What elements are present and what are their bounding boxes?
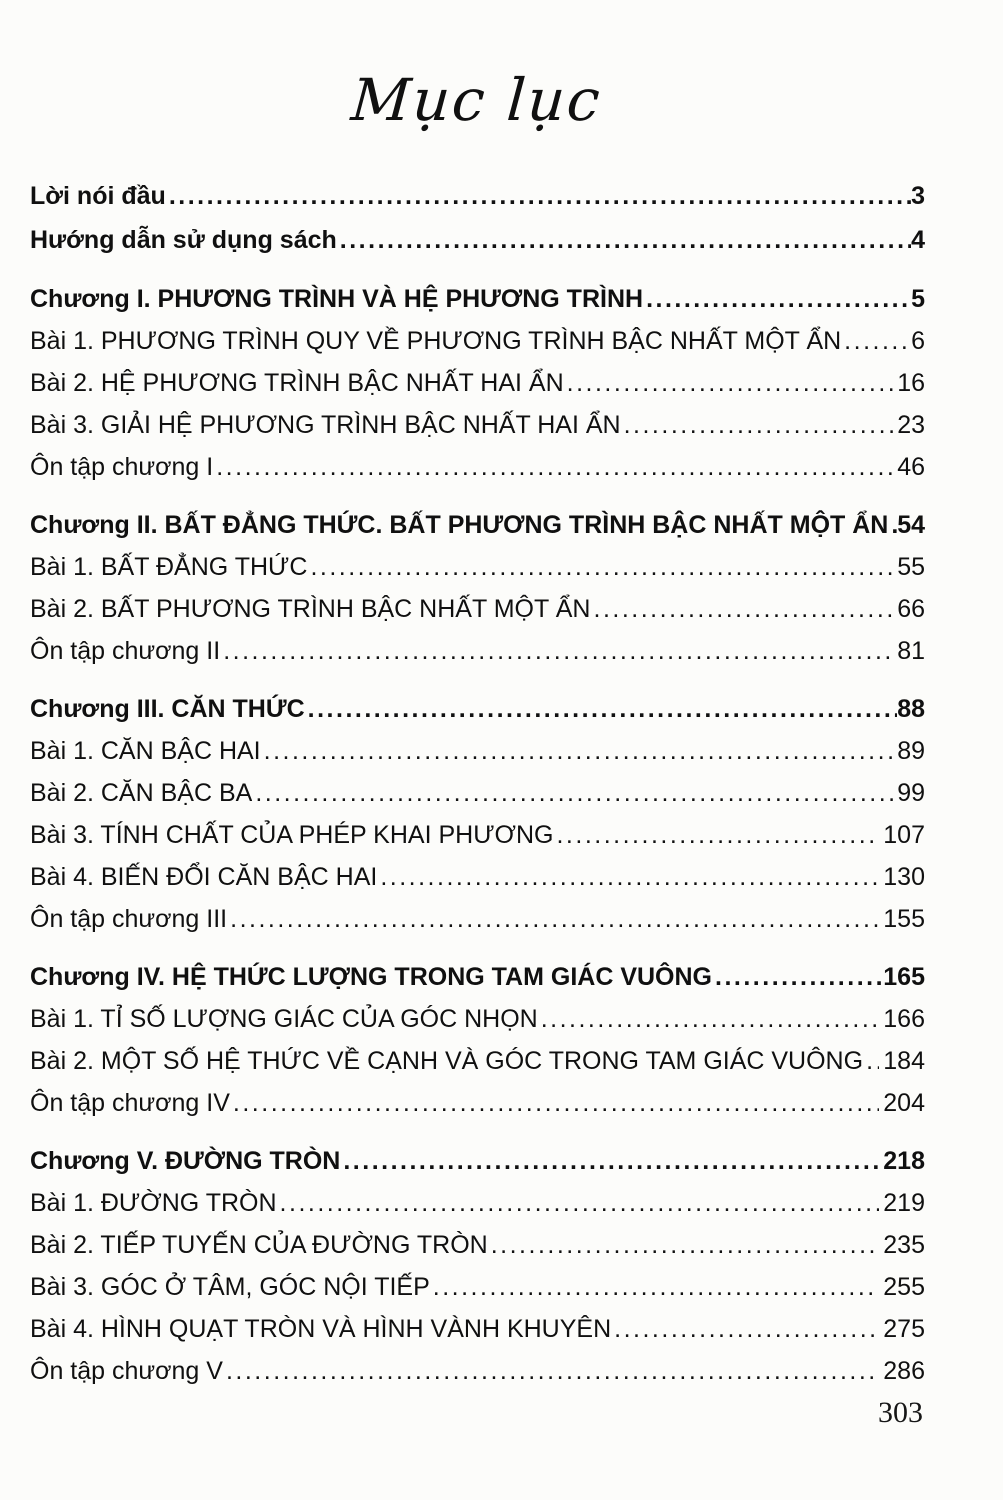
dot-leader bbox=[624, 404, 894, 446]
toc-entry-label: Bài 2. HỆ PHƯƠNG TRÌNH BẬC NHẤT HAI ẨN bbox=[30, 369, 564, 397]
toc-entry-page: 66 bbox=[897, 595, 925, 623]
toc-entry-label: Bài 1. ĐƯỜNG TRÒN bbox=[30, 1189, 277, 1217]
dot-leader bbox=[226, 1350, 879, 1392]
dot-leader bbox=[308, 688, 898, 730]
dot-leader bbox=[646, 278, 911, 320]
toc-entry-page: 184 bbox=[883, 1047, 925, 1075]
toc-entry-page: 88 bbox=[897, 695, 925, 723]
toc-entry-label: Ôn tập chương V bbox=[30, 1357, 223, 1385]
toc-entry-page: 5 bbox=[911, 285, 925, 313]
dot-leader bbox=[614, 1308, 879, 1350]
dot-leader bbox=[230, 898, 879, 940]
toc-entry-label: Bài 4. BIẾN ĐỔI CĂN BẬC HAI bbox=[30, 863, 378, 891]
toc-entry-label: Chương IV. HỆ THỨC LƯỢNG TRONG TAM GIÁC VUÔNG bbox=[30, 963, 713, 991]
toc-entry-page: 55 bbox=[897, 553, 925, 581]
toc-entry-page: 23 bbox=[897, 411, 925, 439]
toc-entry-label: Bài 3. GÓC Ở TÂM, GÓC NỘI TIẾP bbox=[30, 1273, 430, 1301]
toc-entry-page: 107 bbox=[883, 821, 925, 849]
page-number-footer: 303 bbox=[878, 1396, 923, 1429]
dot-leader bbox=[491, 1224, 880, 1266]
toc-entry bbox=[30, 1182, 925, 1224]
toc-entry bbox=[30, 772, 925, 814]
dot-leader bbox=[233, 1082, 879, 1124]
toc-entry-page: 81 bbox=[897, 637, 925, 665]
toc-entry-page: 204 bbox=[883, 1089, 925, 1117]
toc-entry-label: Bài 3. GIẢI HỆ PHƯƠNG TRÌNH BẬC NHẤT HAI ẨN bbox=[30, 411, 621, 439]
toc-entry-label: Bài 2. BẤT PHƯƠNG TRÌNH BẬC NHẤT MỘT ẨN bbox=[30, 595, 591, 623]
toc-entry-label: Chương II. BẤT ĐẲNG THỨC. BẤT PHƯƠNG TRÌNH BẬC NHẤT MỘT ẨN bbox=[30, 511, 889, 539]
toc-entry bbox=[30, 814, 925, 856]
toc-entry-page: 130 bbox=[883, 863, 925, 891]
toc-entry-page: 218 bbox=[883, 1147, 925, 1175]
toc-entry-page: 165 bbox=[883, 963, 925, 991]
toc-entry bbox=[30, 446, 925, 488]
dot-leader bbox=[380, 856, 879, 898]
toc-entry-label: Hướng dẫn sử dụng sách bbox=[30, 226, 337, 254]
toc-entry-label: Bài 2. TIẾP TUYẾN CỦA ĐƯỜNG TRÒN bbox=[30, 1231, 488, 1259]
toc-entry-page: 286 bbox=[883, 1357, 925, 1385]
toc-entry-label: Ôn tập chương IV bbox=[30, 1089, 230, 1117]
toc-entry bbox=[30, 218, 925, 262]
toc-entry bbox=[30, 404, 925, 446]
dot-leader bbox=[310, 546, 893, 588]
toc-entry bbox=[30, 320, 925, 362]
toc-entry bbox=[30, 1040, 925, 1082]
toc-entry-page: 3 bbox=[911, 182, 925, 210]
toc-entry bbox=[30, 630, 925, 672]
dot-leader bbox=[594, 588, 894, 630]
toc-entry bbox=[30, 1082, 925, 1124]
page-title: Mục lục bbox=[349, 66, 604, 134]
toc-entry bbox=[30, 1140, 925, 1182]
toc-entry-label: Bài 2. CĂN BẬC BA bbox=[30, 779, 253, 807]
dot-leader bbox=[255, 772, 893, 814]
table-of-contents bbox=[30, 174, 925, 1392]
toc-entry bbox=[30, 362, 925, 404]
toc-entry-label: Chương III. CĂN THỨC bbox=[30, 695, 305, 723]
toc-entry bbox=[30, 1224, 925, 1266]
toc-entry bbox=[30, 504, 925, 546]
toc-entry bbox=[30, 278, 925, 320]
toc-entry-label: Bài 2. MỘT SỐ HỆ THỨC VỀ CẠNH VÀ GÓC TRONG TAM GIÁC VUÔNG bbox=[30, 1047, 864, 1075]
toc-entry-label: Chương I. PHƯƠNG TRÌNH VÀ HỆ PHƯƠNG TRÌNH bbox=[30, 285, 644, 313]
toc-entry-page: 4 bbox=[911, 226, 925, 254]
toc-entry-label: Bài 3. TÍNH CHẤT CỦA PHÉP KHAI PHƯƠNG bbox=[30, 821, 554, 849]
toc-entry-page: 155 bbox=[883, 905, 925, 933]
toc-entry-label: Chương V. ĐƯỜNG TRÒN bbox=[30, 1147, 341, 1175]
toc-entry bbox=[30, 1308, 925, 1350]
dot-leader bbox=[264, 730, 894, 772]
toc-entry-page: 54 bbox=[897, 511, 925, 539]
toc-entry-page: 89 bbox=[897, 737, 925, 765]
toc-entry bbox=[30, 730, 925, 772]
toc-entry-label: Bài 1. TỈ SỐ LƯỢNG GIÁC CỦA GÓC NHỌN bbox=[30, 1005, 538, 1033]
toc-entry-page: 6 bbox=[911, 327, 925, 355]
toc-entry-page: 255 bbox=[883, 1273, 925, 1301]
toc-entry-label: Lời nói đầu bbox=[30, 182, 166, 210]
dot-leader bbox=[556, 814, 879, 856]
dot-leader bbox=[541, 998, 880, 1040]
toc-entry bbox=[30, 956, 925, 998]
dot-leader bbox=[223, 630, 893, 672]
toc-entry-page: 275 bbox=[883, 1315, 925, 1343]
dot-leader bbox=[715, 956, 883, 998]
toc-entry-label: Ôn tập chương II bbox=[30, 637, 221, 665]
toc-entry bbox=[30, 898, 925, 940]
toc-entry bbox=[30, 856, 925, 898]
dot-leader bbox=[169, 174, 911, 218]
toc-entry-page: 46 bbox=[897, 453, 925, 481]
toc-entry-page: 16 bbox=[897, 369, 925, 397]
toc-entry bbox=[30, 174, 925, 218]
dot-leader bbox=[216, 446, 893, 488]
toc-entry bbox=[30, 546, 925, 588]
toc-entry bbox=[30, 1266, 925, 1308]
toc-entry bbox=[30, 1350, 925, 1392]
dot-leader bbox=[866, 1040, 879, 1082]
toc-entry-page: 235 bbox=[883, 1231, 925, 1259]
dot-leader bbox=[844, 320, 907, 362]
toc-entry-page: 166 bbox=[883, 1005, 925, 1033]
toc-entry-page: 99 bbox=[897, 779, 925, 807]
toc-entry-label: Bài 1. CĂN BẬC HAI bbox=[30, 737, 261, 765]
dot-leader bbox=[567, 362, 894, 404]
toc-entry-page: 219 bbox=[883, 1189, 925, 1217]
toc-entry bbox=[30, 688, 925, 730]
dot-leader bbox=[340, 218, 911, 262]
dot-leader bbox=[343, 1140, 883, 1182]
toc-entry-label: Bài 4. HÌNH QUẠT TRÒN VÀ HÌNH VÀNH KHUYÊN bbox=[30, 1315, 612, 1343]
toc-entry-label: Bài 1. PHƯƠNG TRÌNH QUY VỀ PHƯƠNG TRÌNH BẬC NHẤT MỘT ẨN bbox=[30, 327, 842, 355]
toc-entry-label: Bài 1. BẤT ĐẲNG THỨC bbox=[30, 553, 308, 581]
toc-entry-label: Ôn tập chương I bbox=[30, 453, 214, 481]
toc-entry-label: Ôn tập chương III bbox=[30, 905, 228, 933]
toc-entry bbox=[30, 588, 925, 630]
toc-entry bbox=[30, 998, 925, 1040]
dot-leader bbox=[280, 1182, 880, 1224]
dot-leader bbox=[433, 1266, 880, 1308]
